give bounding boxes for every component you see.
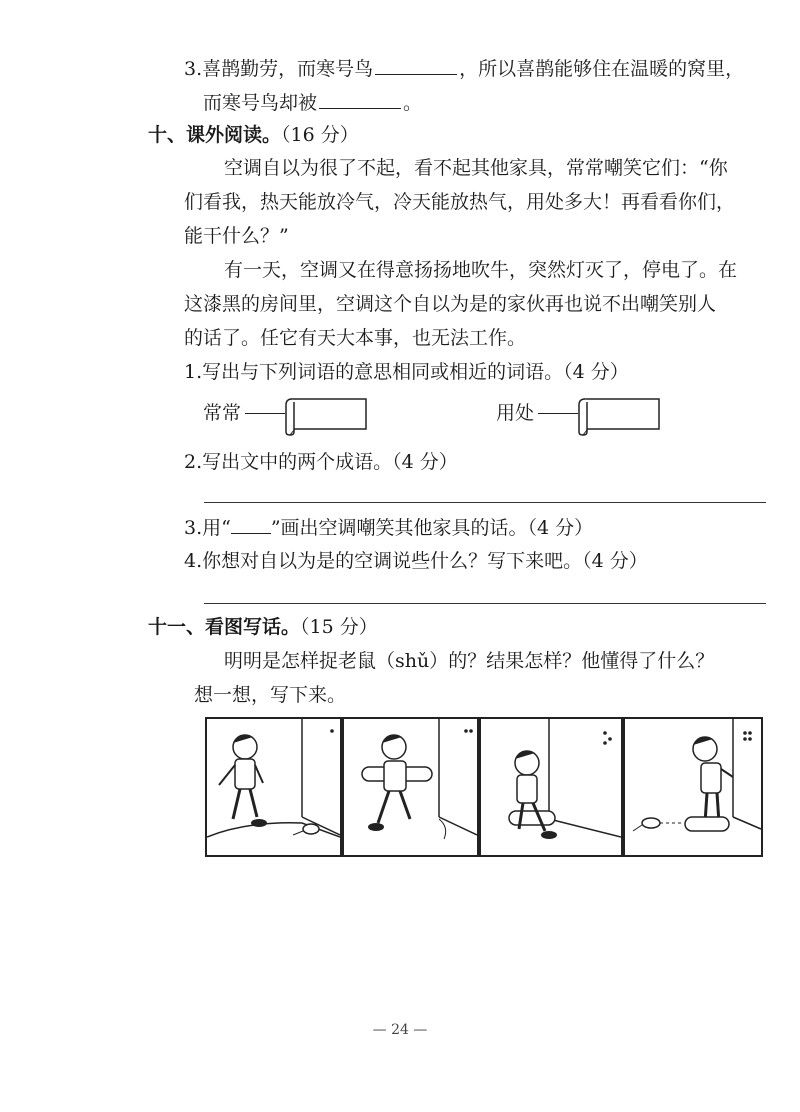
connector-1: [245, 413, 285, 414]
panel-3-drawing: [481, 719, 621, 855]
connector-2: [538, 413, 578, 414]
comic-panel-3: [479, 717, 623, 857]
section10-q4: 4.你想对自以为是的空调说些什么？写下来吧。（4 分）: [184, 550, 648, 572]
q9-blank-2[interactable]: [319, 88, 401, 109]
answer-line-q4[interactable]: [204, 603, 766, 604]
passage-line-2: 们看我，热天能放冷气，冷天能放热气，用处多大！再看看你们，: [184, 191, 736, 213]
q3-underline-sample: [231, 513, 271, 534]
passage-line-1: 空调自以为很了不起，看不起其他家具，常常嘲笑它们：“你: [224, 157, 728, 179]
panel-1-drawing: [207, 719, 340, 855]
q9-blank-1[interactable]: [375, 54, 457, 75]
comic-panel-1: [205, 717, 342, 857]
comic-panel-2: [342, 717, 479, 857]
section10-q3: 3.用“ ”画出空调嘲笑其他家具的话。（4 分）: [184, 513, 593, 542]
section11-prompt-2: 想一想，写下来。: [194, 684, 347, 706]
scroll-answer-box-2[interactable]: [577, 394, 663, 436]
panel-2-drawing: [344, 719, 477, 855]
word-label-changchang: 常常: [203, 402, 242, 424]
passage-line-3: 能干什么？”: [184, 225, 289, 247]
q9-item3-line2: 而寒号鸟却被 。: [203, 88, 422, 117]
section11-prompt-1: 明明是怎样捉老鼠（shǔ）的？结果怎样？他懂得了什么？: [224, 650, 715, 672]
passage-line-6: 的话了。任它有天大本事，也无法工作。: [184, 327, 527, 349]
answer-line-q2[interactable]: [204, 502, 766, 503]
word-label-yongchu: 用处: [496, 402, 535, 424]
comic-panel-4: [623, 717, 763, 857]
section10-q1: 1.写出与下列词语的意思相同或相近的词语。（4 分）: [184, 361, 629, 383]
section11-heading: 十一、看图写话。（15 分）: [148, 616, 378, 638]
passage-line-5: 这漆黑的房间里，空调这个自以为是的家伙再也说不出嘲笑别人: [184, 293, 717, 315]
q9-item3-line1: 3.喜鹊勤劳，而寒号鸟 ，所以喜鹊能够住在温暖的窝里，: [184, 54, 744, 83]
scroll-answer-box-1[interactable]: [284, 394, 370, 436]
passage-line-4: 有一天，空调又在得意扬扬地吹牛，突然灯灭了，停电了。在: [224, 259, 738, 281]
section10-heading: 十、课外阅读。（16 分）: [148, 124, 359, 146]
page-number: — 24 —: [372, 1022, 428, 1038]
section10-q2: 2.写出文中的两个成语。（4 分）: [184, 451, 458, 473]
panel-4-drawing: [625, 719, 761, 855]
